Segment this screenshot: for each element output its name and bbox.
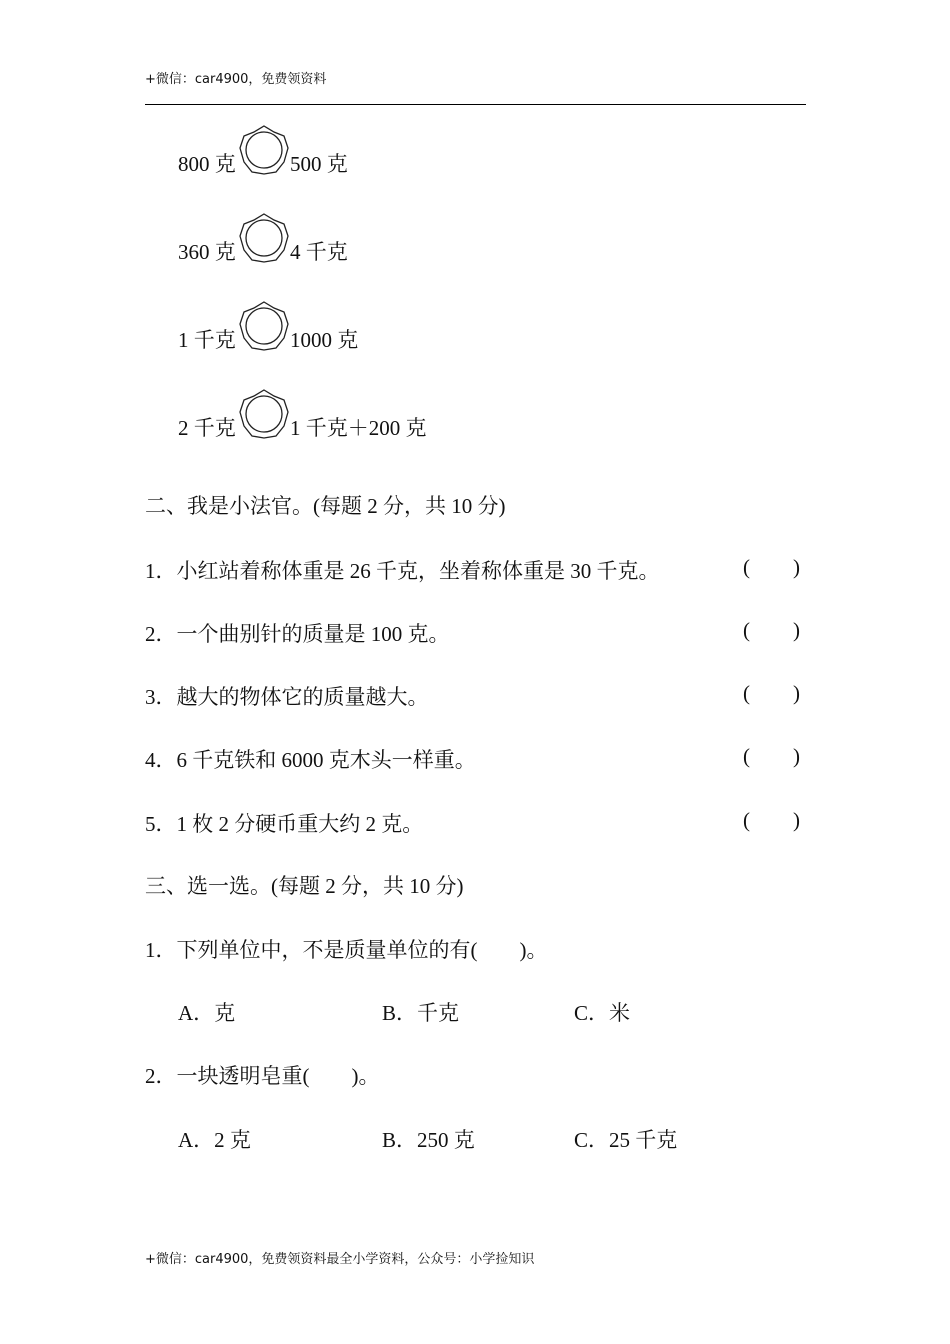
flower-answer-blank-icon[interactable] bbox=[236, 386, 292, 442]
header-note: +微信：car4900，免费领资料 bbox=[145, 72, 327, 87]
paren-open: ( bbox=[743, 618, 750, 642]
paren-open: ( bbox=[743, 681, 750, 705]
judge-item-4: 4．6 千克铁和 6000 克木头一样重。 bbox=[145, 748, 476, 772]
question-1-option-c[interactable]: C．米 bbox=[574, 1001, 631, 1025]
comparison-left: 2 千克 bbox=[178, 416, 236, 440]
comparison-row-2 bbox=[178, 210, 578, 270]
question-1-option-a[interactable]: A．克 bbox=[178, 1001, 236, 1025]
flower-answer-blank-icon[interactable] bbox=[236, 210, 292, 266]
question-2-option-c[interactable]: C．25 千克 bbox=[574, 1128, 678, 1152]
comparison-right: 500 克 bbox=[290, 152, 348, 176]
judge-item-2: 2．一个曲别针的质量是 100 克。 bbox=[145, 622, 450, 646]
answer-parentheses-5[interactable] bbox=[743, 808, 800, 833]
comparison-row-3 bbox=[178, 298, 578, 358]
comparison-right: 4 千克 bbox=[290, 240, 348, 264]
comparison-left: 1 千克 bbox=[178, 328, 236, 352]
question-2-stem: 2．一块透明皂重( )。 bbox=[145, 1064, 380, 1088]
question-2-option-a[interactable]: A．2 克 bbox=[178, 1128, 251, 1152]
flower-answer-blank-icon[interactable] bbox=[236, 298, 292, 354]
judge-item-1: 1．小红站着称体重是 26 千克，坐着称体重是 30 千克。 bbox=[145, 559, 660, 583]
paren-open: ( bbox=[743, 744, 750, 768]
footer-note: +微信：car4900，免费领资料最全小学资料，公众号：小学捡知识 bbox=[145, 1252, 535, 1267]
paren-open: ( bbox=[743, 808, 750, 832]
paren-close: ) bbox=[793, 808, 800, 832]
paren-close: ) bbox=[793, 681, 800, 705]
comparison-right: 1 千克＋200 克 bbox=[290, 416, 427, 440]
judge-item-3: 3．越大的物体它的质量越大。 bbox=[145, 685, 429, 709]
answer-parentheses-1[interactable] bbox=[743, 555, 800, 580]
answer-parentheses-3[interactable] bbox=[743, 681, 800, 706]
question-1-stem: 1．下列单位中，不是质量单位的有( )。 bbox=[145, 938, 548, 962]
comparison-row-1 bbox=[178, 122, 578, 182]
section2-title: 二、我是小法官。(每题 2 分，共 10 分) bbox=[145, 494, 506, 518]
paren-close: ) bbox=[793, 744, 800, 768]
comparison-left: 800 克 bbox=[178, 152, 236, 176]
flower-answer-blank-icon[interactable] bbox=[236, 122, 292, 178]
comparison-row-4 bbox=[178, 386, 578, 446]
section3-title: 三、选一选。(每题 2 分，共 10 分) bbox=[145, 874, 464, 898]
question-2-option-b[interactable]: B．250 克 bbox=[382, 1128, 475, 1152]
paren-open: ( bbox=[743, 555, 750, 579]
judge-item-5: 5．1 枚 2 分硬币重大约 2 克。 bbox=[145, 812, 424, 836]
paren-close: ) bbox=[793, 555, 800, 579]
answer-parentheses-2[interactable] bbox=[743, 618, 800, 643]
comparison-left: 360 克 bbox=[178, 240, 236, 264]
answer-parentheses-4[interactable] bbox=[743, 744, 800, 769]
comparison-right: 1000 克 bbox=[290, 328, 359, 352]
paren-close: ) bbox=[793, 618, 800, 642]
question-1-option-b[interactable]: B．千克 bbox=[382, 1001, 460, 1025]
header-divider bbox=[145, 104, 806, 105]
